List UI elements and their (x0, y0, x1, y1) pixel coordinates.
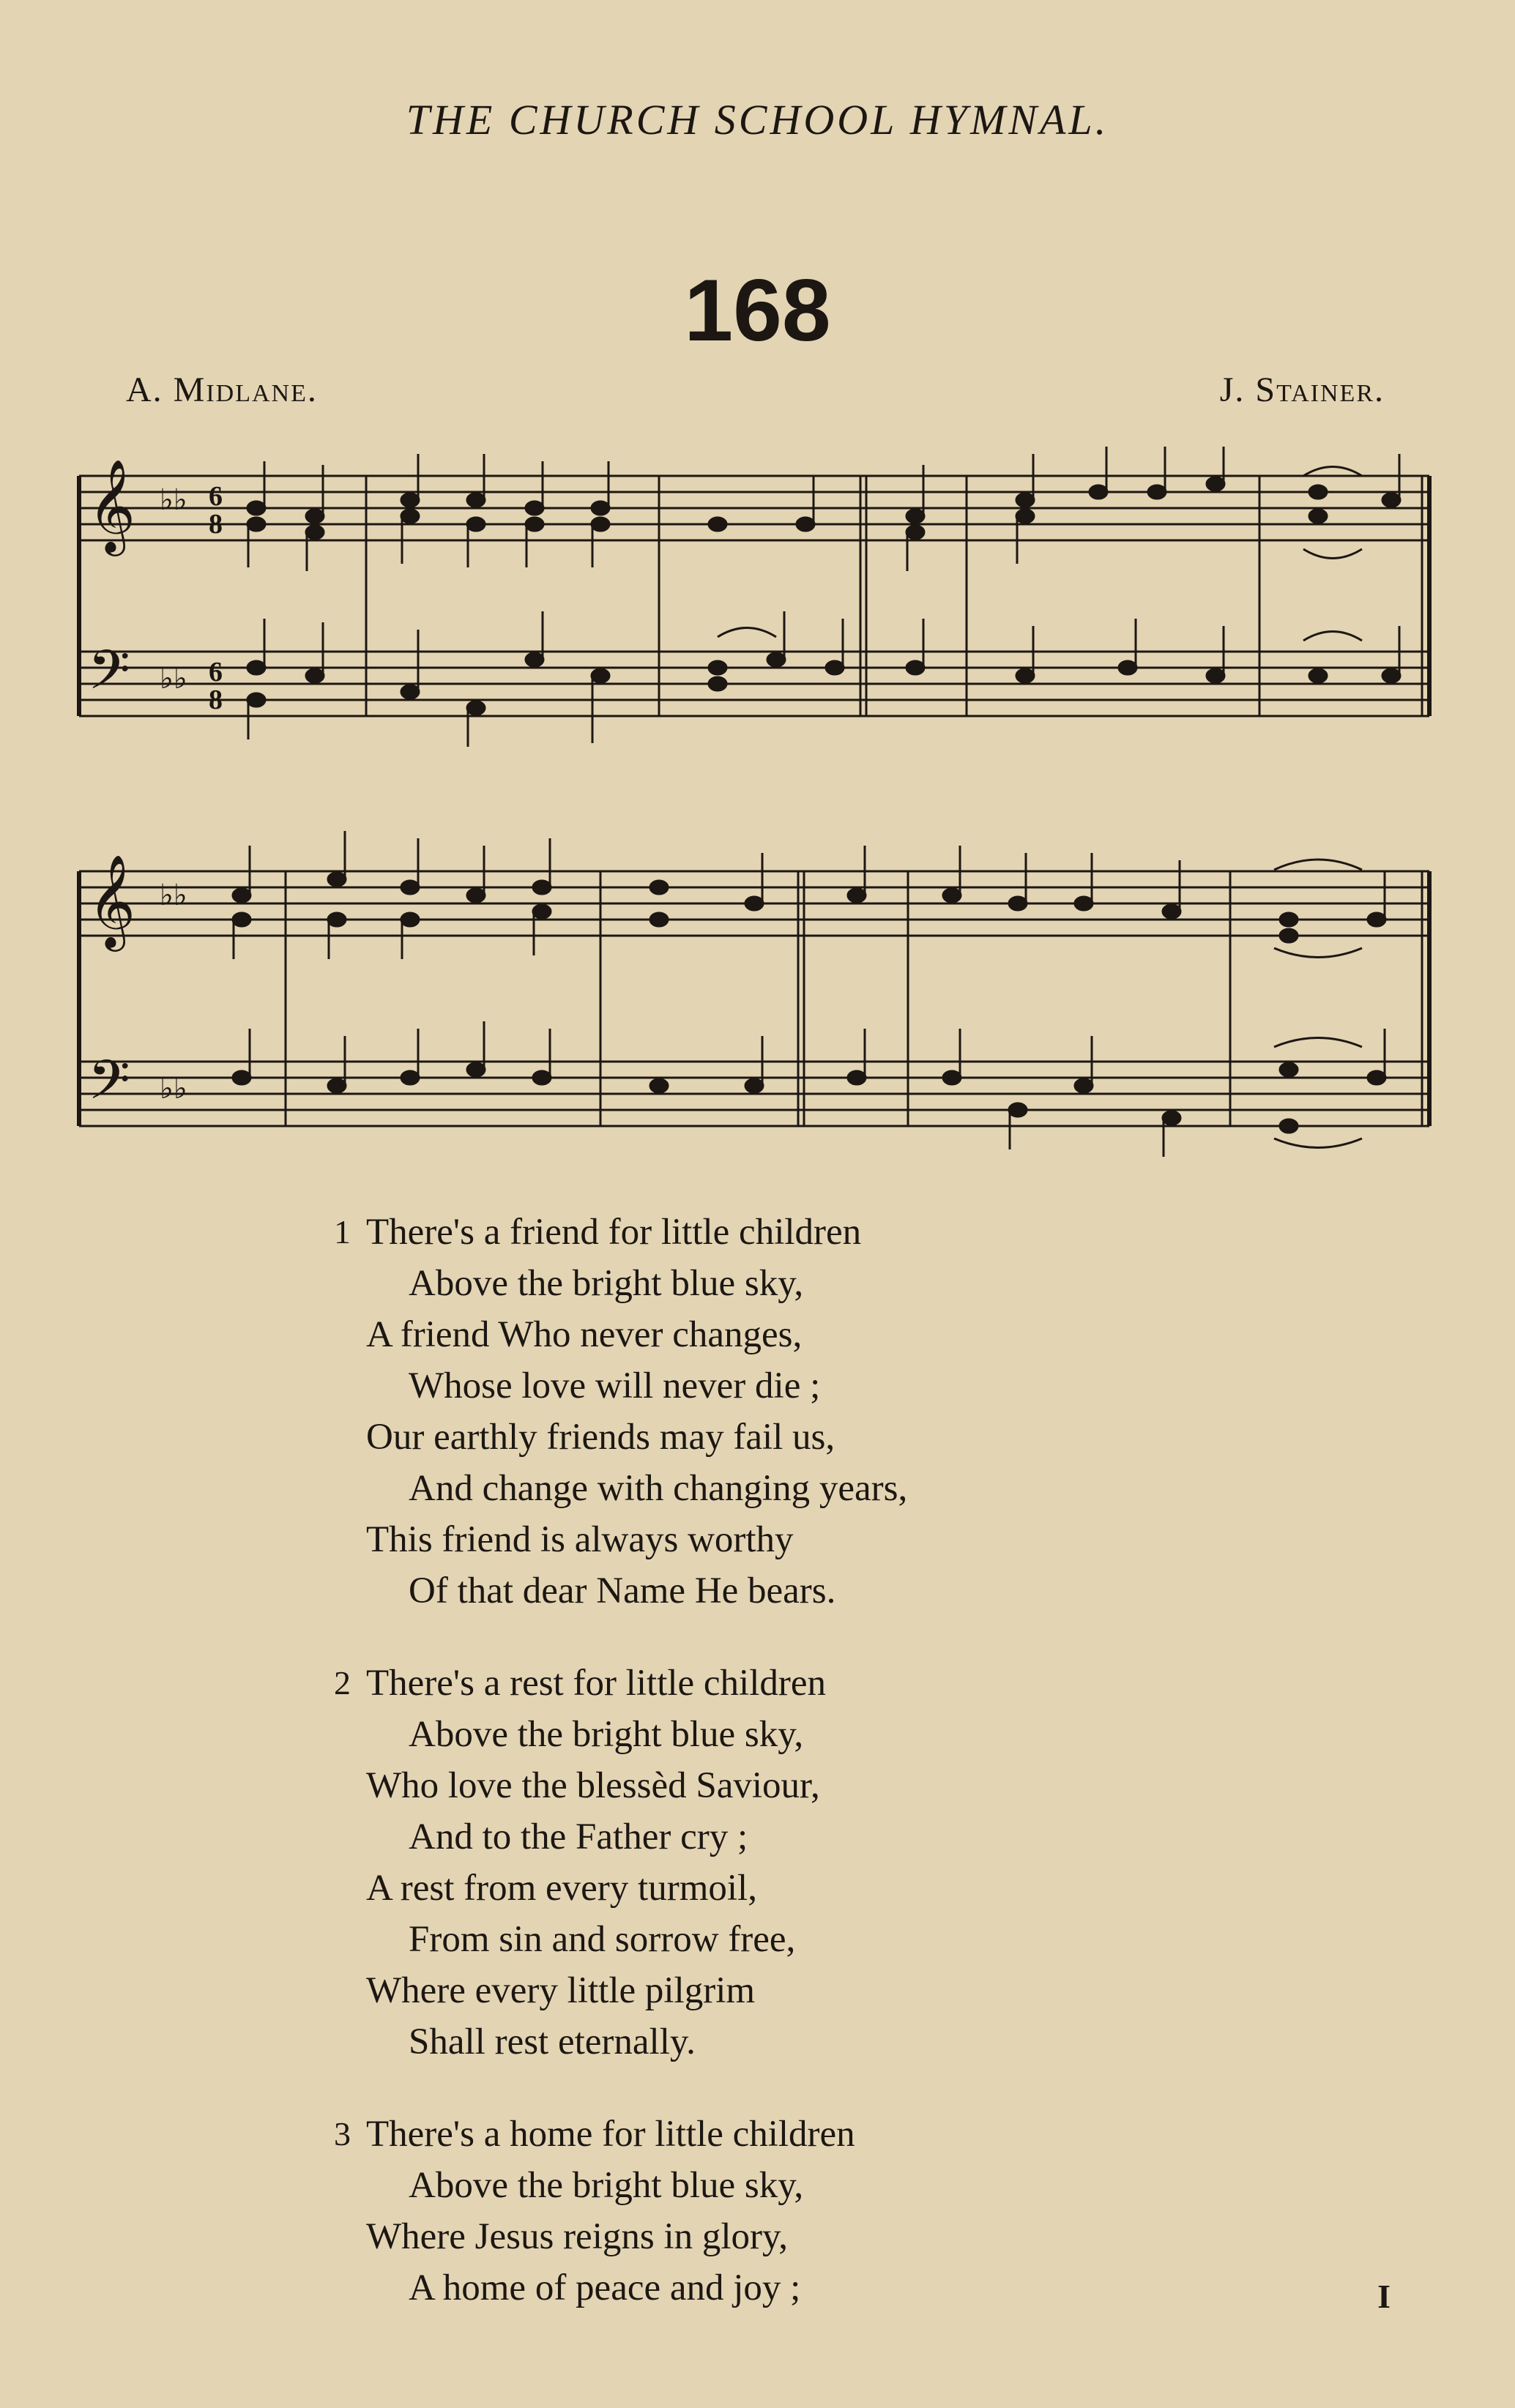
svg-text:8: 8 (209, 685, 223, 715)
svg-text:♭♭: ♭♭ (160, 662, 187, 696)
stanza (334, 2109, 1318, 2314)
lyric-line: Whose love will never die ; (409, 1365, 821, 1406)
lyric-line: Who love the blessèd Saviour, (366, 1765, 820, 1806)
lyric-line: This friend is always worthy (366, 1519, 794, 1560)
lyric-line: There's a home for little children (366, 2114, 855, 2155)
stanza (334, 1658, 1318, 2068)
music-score-image (73, 827, 1435, 1164)
lyric-line: Where every little pilgrim (366, 1970, 756, 2011)
lyric-line: A friend Who never changes, (366, 1314, 803, 1355)
lyric-line: Where Jesus reigns in glory, (366, 2216, 788, 2257)
svg-text:𝄢: 𝄢 (88, 1048, 130, 1125)
lyric-line: There's a friend for little children (366, 1212, 862, 1253)
lyric-line: Our earthly friends may fail us, (366, 1417, 835, 1458)
hymn-lyrics (334, 1207, 1318, 2355)
author-credit: A. Midlane. (126, 370, 318, 409)
lyric-line: Shall rest eternally. (409, 2021, 696, 2062)
lyric-line: And change with changing years, (409, 1468, 908, 1509)
lyric-line: And to the Father cry ; (409, 1816, 748, 1857)
stanza-number: 3 (334, 2115, 351, 2152)
svg-text:♭♭: ♭♭ (160, 879, 187, 912)
lyric-line: Of that dear Name He bears. (409, 1570, 836, 1611)
lyric-line: Above the bright blue sky, (409, 2165, 804, 2206)
svg-text:6: 6 (209, 657, 223, 687)
lyric-line: Above the bright blue sky, (409, 1263, 804, 1304)
lyric-line: From sin and sorrow free, (409, 1919, 796, 1960)
lyric-line: There's a rest for little children (366, 1663, 827, 1704)
lyric-line: A home of peace and joy ; (409, 2267, 801, 2308)
music-score-image (73, 447, 1435, 754)
stanza (334, 1207, 1318, 1617)
stanza-number: 2 (334, 1664, 351, 1701)
running-head: THE CHURCH SCHOOL HYMNAL. (406, 96, 1109, 143)
svg-text:𝄞: 𝄞 (88, 458, 136, 552)
svg-text:♭♭: ♭♭ (160, 483, 187, 517)
svg-text:𝄢: 𝄢 (88, 638, 130, 715)
svg-text:♭♭: ♭♭ (160, 1072, 187, 1106)
stanza-number: 1 (334, 1213, 351, 1250)
music-system-2 (73, 827, 1435, 1164)
composer-credit: J. Stainer. (1219, 370, 1385, 409)
svg-text:6: 6 (209, 481, 223, 512)
svg-text:8: 8 (209, 509, 223, 540)
lyric-line: A rest from every turmoil, (366, 1868, 757, 1909)
page-signature: I (1377, 2278, 1391, 2315)
svg-text:𝄞: 𝄞 (88, 854, 136, 947)
music-system-1 (73, 447, 1435, 754)
lyric-line: Above the bright blue sky, (409, 1714, 804, 1755)
hymn-number: 168 (684, 261, 831, 359)
